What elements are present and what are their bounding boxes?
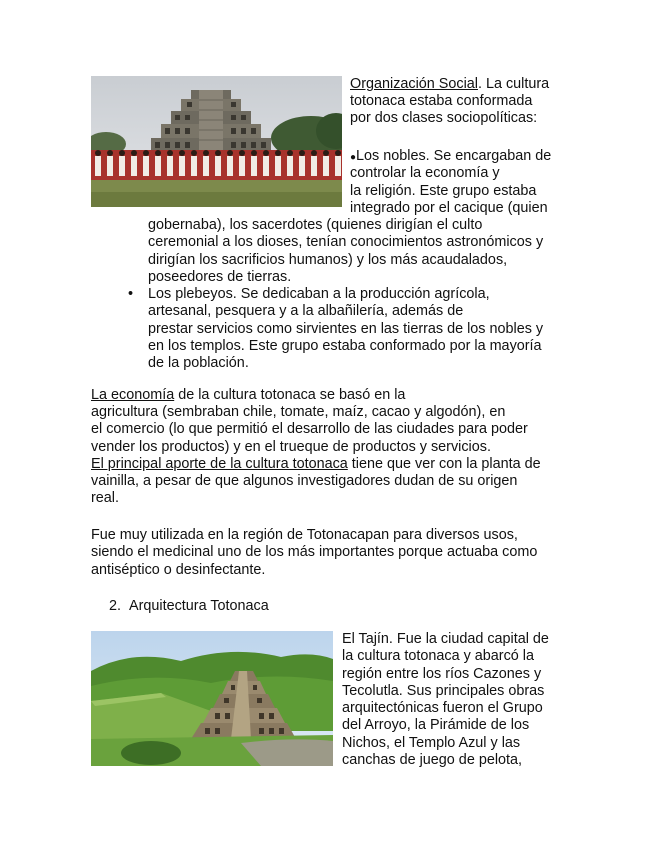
section-architecture-title: Arquitectura Totonaca [129,598,269,614]
nobles-line: ceremonial a los dioses, tenían conocimientos astronómicos y [148,234,544,250]
nobles-line: dirigían los sacrificios humanos) y los más acaudalados, [148,252,508,268]
nobles-line: Los nobles. Se encargaban de [356,148,552,164]
section-social-organization-heading-line [350,76,549,93]
intro-rest-text: . La cultura [477,76,550,92]
tajin-line: arquitectónicas fueron el Grupo [342,700,543,716]
tajin-line: Tecolutla. Sus principales obras [342,683,545,699]
plebeyos-line: artesanal, pesquera y a la albañilería, además de [148,303,464,319]
economy-line: el comercio (lo que permitió el desarrollo de las ciudades para poder [91,421,528,437]
nobles-line: la religión. Este grupo estaba [350,183,537,199]
vanilla-uses-line: siendo el medicinal uno de los más importantes porque actuaba como [91,544,538,560]
plebeyos-line: de la población. [148,355,249,371]
social-organization-link[interactable]: Organización Social [350,76,478,92]
nobles-bullet-first-line [350,148,551,166]
economy-line: agricultura (sembraban chile, tomate, maíz, cacao y algodón), en [91,404,506,420]
principal-aporte-link[interactable]: El principal aporte de la cultura totonaca [91,456,348,472]
vanilla-uses-line: antiséptico o desinfectante. [91,562,266,578]
aporte-rest: tiene que ver con la planta de [347,456,541,472]
plebeyos-line: prestar servicios como sirvientes en las tierras de los nobles y [148,321,544,337]
vanilla-uses-line: Fue muy utilizada en la región de Totonacapan para diversos usos, [91,527,518,543]
el-tajin-photo [91,631,333,766]
nobles-line: integrado por el cacique (quien [350,200,548,216]
economy-line: vender los productos) y en el trueque de productos y servicios. [91,439,491,455]
economy-link[interactable]: La economía [91,387,175,403]
economy-line1-rest: de la cultura totonaca se basó en la [174,387,406,403]
intro-line: por dos clases sociopolíticas: [350,110,538,126]
plebeyos-line: en los templos. Este grupo estaba conformado por la mayoría [148,338,542,354]
tajin-line: Nichos, el Templo Azul y las [342,735,521,751]
pyramid-dancers-photo [91,76,342,207]
aporte-first-line [91,456,541,473]
economy-first-line [91,387,405,404]
nobles-line: gobernaba), los sacerdotes (quienes dirigían el culto [148,217,483,233]
bullet-icon: ● [350,152,357,163]
nobles-line: controlar la economía y [350,165,500,181]
bullet-icon: • [128,286,134,302]
tajin-line: canchas de juego de pelota, [342,752,523,768]
nobles-line: poseedores de tierras. [148,269,292,285]
section-number: 2. [109,598,122,614]
tajin-line: región entre los ríos Cazones y [342,666,542,682]
intro-line: totonaca estaba conformada [350,93,533,109]
tajin-line: la cultura totonaca y abarcó la [342,648,534,664]
tajin-line: del Arroyo, la Pirámide de los [342,717,530,733]
pyramid-dancers-illustration [91,76,342,207]
aporte-line: real. [91,490,119,506]
tajin-line: El Tajín. Fue la ciudad capital de [342,631,549,647]
el-tajin-illustration [91,631,333,766]
aporte-line: vainilla, a pesar de que algunos investigadores dudan de su origen [91,473,518,489]
plebeyos-line: Los plebeyos. Se dedicaban a la producción agrícola, [148,286,490,302]
